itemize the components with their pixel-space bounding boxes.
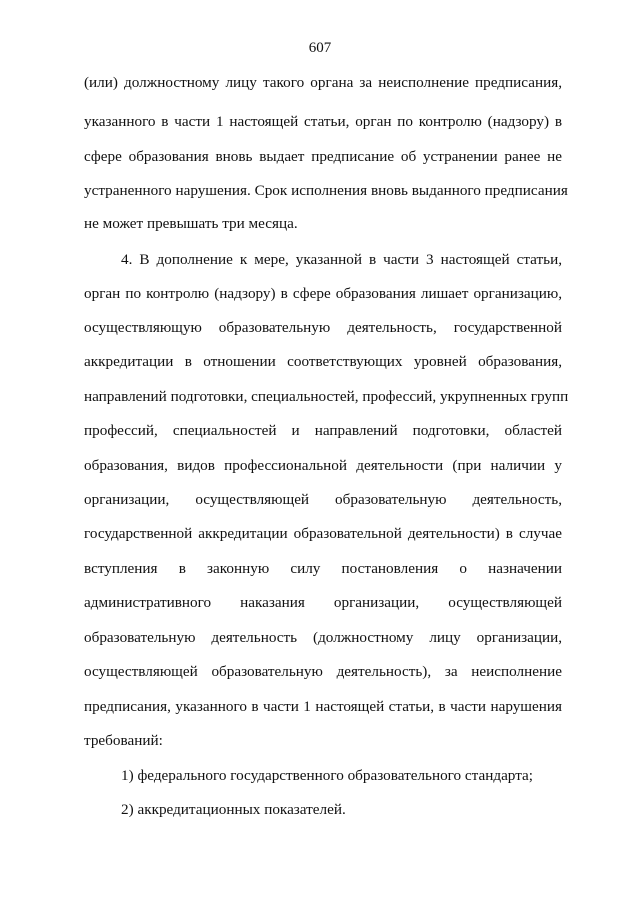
text-line-19: предписания, указанного в части 1 настоящей статьи, в части нарушения: [84, 698, 562, 715]
text-line-1: (или) должностному лицу такого органа за неисполнение предписания,: [84, 74, 562, 91]
text-line-15: вступления в законную силу постановления о назначении: [84, 560, 562, 577]
text-line-8: осуществляющую образовательную деятельность, государственной: [84, 319, 562, 336]
page-number: 607: [308, 40, 332, 56]
text-line-12: образования, видов профессиональной деятельности (при наличии у: [84, 457, 562, 474]
text-line-20: требований:: [84, 732, 163, 749]
text-line-2: указанного в части 1 настоящей статьи, орган по контролю (надзору) в: [84, 113, 562, 130]
text-line-14: государственной аккредитации образовательной деятельности) в случае: [84, 525, 562, 542]
text-line-13: организации, осуществляющей образовательную деятельность,: [84, 491, 562, 508]
text-line-6: 4. В дополнение к мере, указанной в части 3 настоящей статьи,: [121, 251, 562, 268]
list-item-2: 2) аккредитационных показателей.: [121, 801, 346, 818]
text-line-5: не может превышать три месяца.: [84, 215, 298, 232]
text-line-16: административного наказания организации, осуществляющей: [84, 594, 562, 611]
text-line-7: орган по контролю (надзору) в сфере образования лишает организацию,: [84, 285, 562, 302]
list-item-1: 1) федерального государственного образовательного стандарта;: [121, 767, 533, 784]
text-line-4: устраненного нарушения. Срок исполнения вновь выданного предписания: [84, 182, 568, 199]
text-line-18: осуществляющей образовательную деятельность), за неисполнение: [84, 663, 562, 680]
text-line-10: направлений подготовки, специальностей, профессий, укрупненных групп: [84, 388, 569, 405]
text-line-9: аккредитации в отношении соответствующих уровней образования,: [84, 353, 562, 370]
text-line-17: образовательную деятельность (должностному лицу организации,: [84, 629, 562, 646]
text-line-3: сфере образования вновь выдает предписание об устранении ранее не: [84, 148, 562, 165]
text-line-11: профессий, специальностей и направлений подготовки, областей: [84, 422, 562, 439]
